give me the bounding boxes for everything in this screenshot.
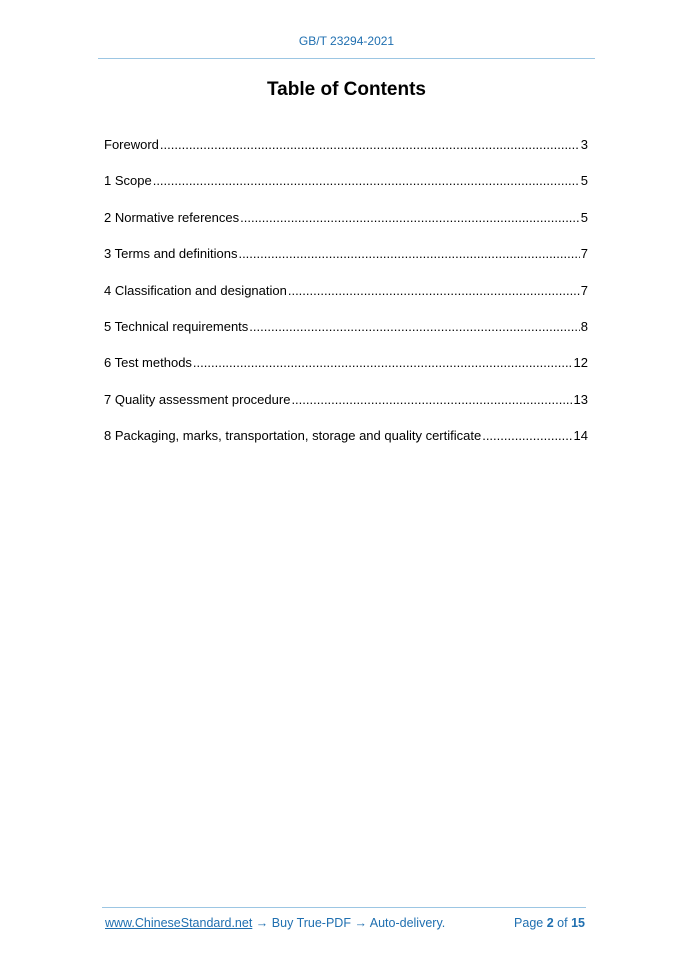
dot-leader [238,246,579,261]
dot-leader [291,392,572,407]
toc-entry-label: 6 Test methods [104,355,192,371]
dot-leader [193,355,573,370]
dot-leader [249,319,579,334]
dot-leader [160,137,580,152]
toc-entry-normative-references[interactable] [104,210,588,246]
toc-entry-label: 5 Technical requirements [104,318,249,334]
dot-leader [288,283,580,298]
toc-entry-label: 2 Normative references [104,209,240,225]
arrow-icon: → [354,916,367,930]
toc-entry-label: 8 Packaging, marks, transportation, storage and quality certificate [104,428,482,444]
dot-leader [153,173,580,188]
toc-entry-label: 7 Quality assessment procedure [104,391,291,407]
toc-entry-classification[interactable] [104,283,588,319]
toc-entry-page: 3 [580,137,588,152]
toc-entry-page: 14 [573,428,588,444]
toc-entry-page: 5 [580,173,588,189]
page-word: Page [514,916,544,930]
arrow-icon: → [255,916,269,930]
toc-entry-quality-assessment[interactable] [104,392,588,428]
dot-leader [240,210,580,225]
header-divider [98,58,595,59]
total-pages: 15 [571,916,585,930]
toc-entry-page: 13 [573,391,588,407]
page-number [514,916,585,930]
toc-entry-label: 3 Terms and definitions [104,246,238,262]
toc-entry-test-methods[interactable] [104,355,588,391]
toc-entry-foreword[interactable] [104,137,588,173]
toc-entry-page: 12 [573,355,588,371]
auto-delivery-text: Auto-delivery. [369,916,446,930]
toc-entry-page: 7 [580,246,588,262]
toc-heading: Table of Contents [266,79,427,100]
toc-entry-label: 4 Classification and designation [104,282,287,298]
website-link[interactable]: www.ChineseStandard.net [105,916,253,930]
table-of-contents [104,137,588,465]
toc-entry-label: Foreword [104,137,159,152]
toc-entry-terms-and-definitions[interactable] [104,246,588,282]
toc-entry-label: 1 Scope [104,173,152,189]
footer-divider [102,907,586,908]
dot-leader [482,428,572,443]
document-code-header: GB/T 23294-2021 [298,34,395,48]
toc-entry-scope[interactable] [104,173,588,209]
current-page: 2 [546,916,554,930]
footer-promo [105,916,445,930]
buy-true-pdf-text: Buy True-PDF [271,916,351,930]
toc-entry-page: 7 [580,282,588,298]
toc-entry-page: 8 [580,318,588,334]
toc-entry-packaging[interactable] [104,428,588,464]
of-word: of [557,916,568,930]
toc-entry-page: 5 [580,209,588,225]
toc-entry-technical-requirements[interactable] [104,319,588,355]
